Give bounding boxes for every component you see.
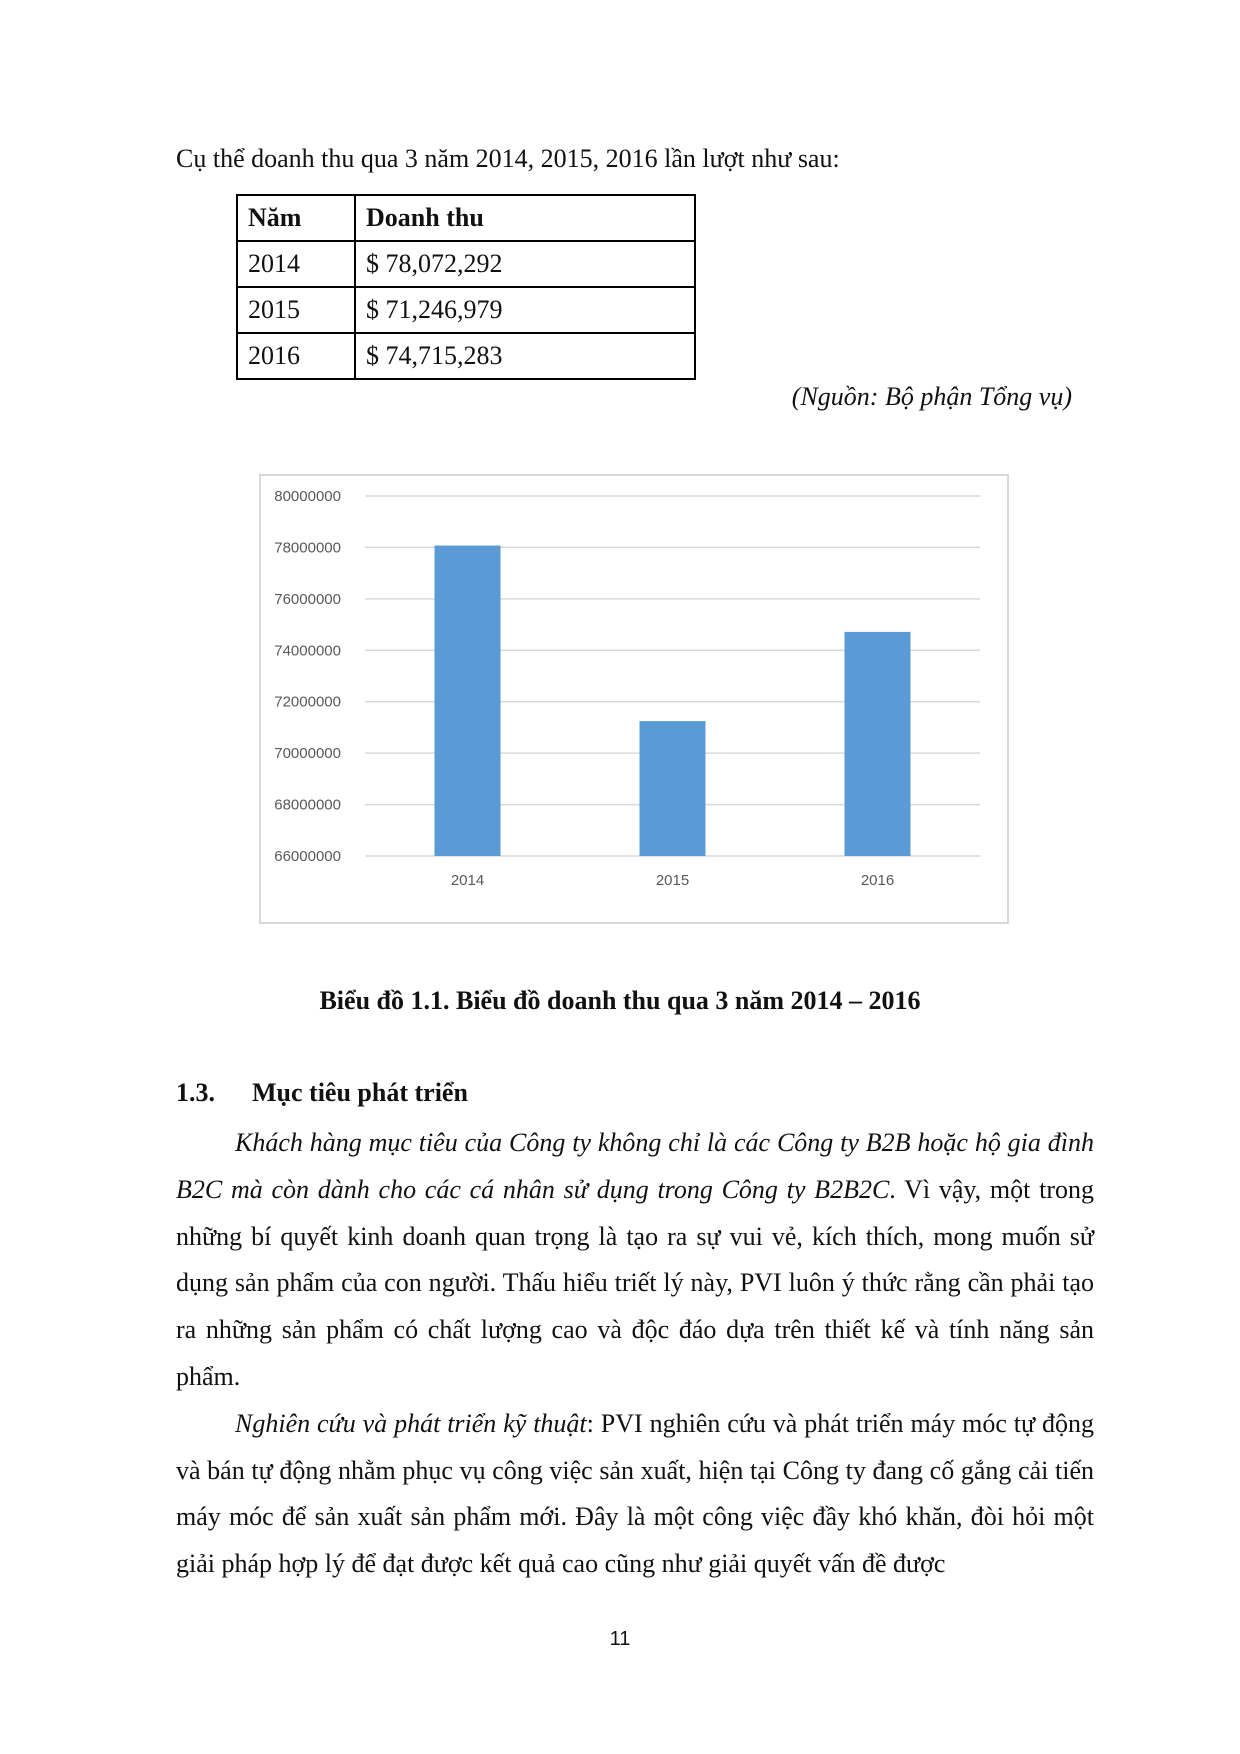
- y-tick-label: 68000000: [274, 796, 341, 814]
- intro-text: Cụ thể doanh thu qua 3 năm 2014, 2015, 2016 lần lượt như sau:: [176, 144, 840, 173]
- page-number: 11: [609, 1628, 631, 1650]
- x-tick-label: 2016: [860, 872, 895, 889]
- y-tick-label: 78000000: [274, 539, 341, 557]
- table-row: [237, 241, 695, 287]
- section-title: Mục tiêu phát triển: [252, 1078, 468, 1107]
- bar: [845, 632, 911, 856]
- x-tick-label: 2015: [655, 872, 690, 889]
- y-tick-label: 66000000: [274, 848, 341, 865]
- table-header-row: [237, 195, 695, 241]
- table-header-revenue: Doanh thu: [355, 195, 695, 241]
- revenue-bar-chart: [259, 474, 1009, 924]
- y-tick-label: 70000000: [274, 745, 341, 763]
- paragraph-lead: Khách hàng mục tiêu của Công ty không chỉ là các Công ty B2B hoặc hộ gia đình B2C mà còn dành cho các cá nhân sử dụng trong Công ty B2B2C: [176, 1128, 1094, 1204]
- y-tick-label: 72000000: [274, 693, 341, 711]
- y-tick-label: 76000000: [274, 590, 341, 608]
- paragraph-lead: Nghiên cứu và phát triển kỹ thuật: [235, 1408, 587, 1438]
- chart-svg: [261, 476, 1011, 926]
- paragraph-rest: . Vì vậy, một trong những bí quyết kinh doanh quan trọng là tạo ra sự vui vẻ, kích thích, mong muốn sử dụng sản phẩm của con người. Thấu hiểu triết lý này, PVI luôn ý thức rằng cần phải tạo ra những sản phẩm có chất lượng cao và độc đáo dựa trên thiết kế và tính năng sản phẩm.: [176, 1174, 1094, 1391]
- paragraph-rest: : PVI nghiên cứu và phát triển máy móc tự động và bán tự động nhằm phục vụ công việc sản xuất, hiện tại Công ty đang cố gắng cải tiến máy móc để sản xuất sản phẩm mới. Đây là một công việc đầy khó khăn, đòi hỏi một giải pháp hợp lý để đạt được kết quả cao cũng như giải quyết vấn đề được: [176, 1408, 1094, 1579]
- table-row: [237, 333, 695, 379]
- bar: [435, 546, 501, 856]
- table-cell-revenue: $ 78,072,292: [355, 241, 695, 287]
- table-row: [237, 287, 695, 333]
- chart-caption: Biểu đồ 1.1. Biểu đồ doanh thu qua 3 năm 2014 – 2016: [319, 986, 921, 1015]
- table-cell-year: 2015: [237, 287, 355, 333]
- table-header-year: Năm: [237, 195, 355, 241]
- table-cell-year: 2016: [237, 333, 355, 379]
- table-cell-revenue: $ 74,715,283: [355, 333, 695, 379]
- y-tick-label: 80000000: [274, 488, 341, 505]
- bar: [640, 721, 706, 856]
- table-cell-revenue: $ 71,246,979: [355, 287, 695, 333]
- paragraph: [176, 1120, 1094, 1401]
- revenue-table: [236, 194, 696, 380]
- section-number: 1.3.: [176, 1078, 215, 1107]
- table-source-note: (Nguồn: Bộ phận Tổng vụ): [791, 382, 1072, 411]
- section-heading: [176, 1078, 468, 1108]
- body-text: [176, 1120, 1094, 1588]
- paragraph: [176, 1401, 1094, 1588]
- table-cell-year: 2014: [237, 241, 355, 287]
- x-tick-label: 2014: [450, 872, 485, 889]
- y-tick-label: 74000000: [274, 642, 341, 660]
